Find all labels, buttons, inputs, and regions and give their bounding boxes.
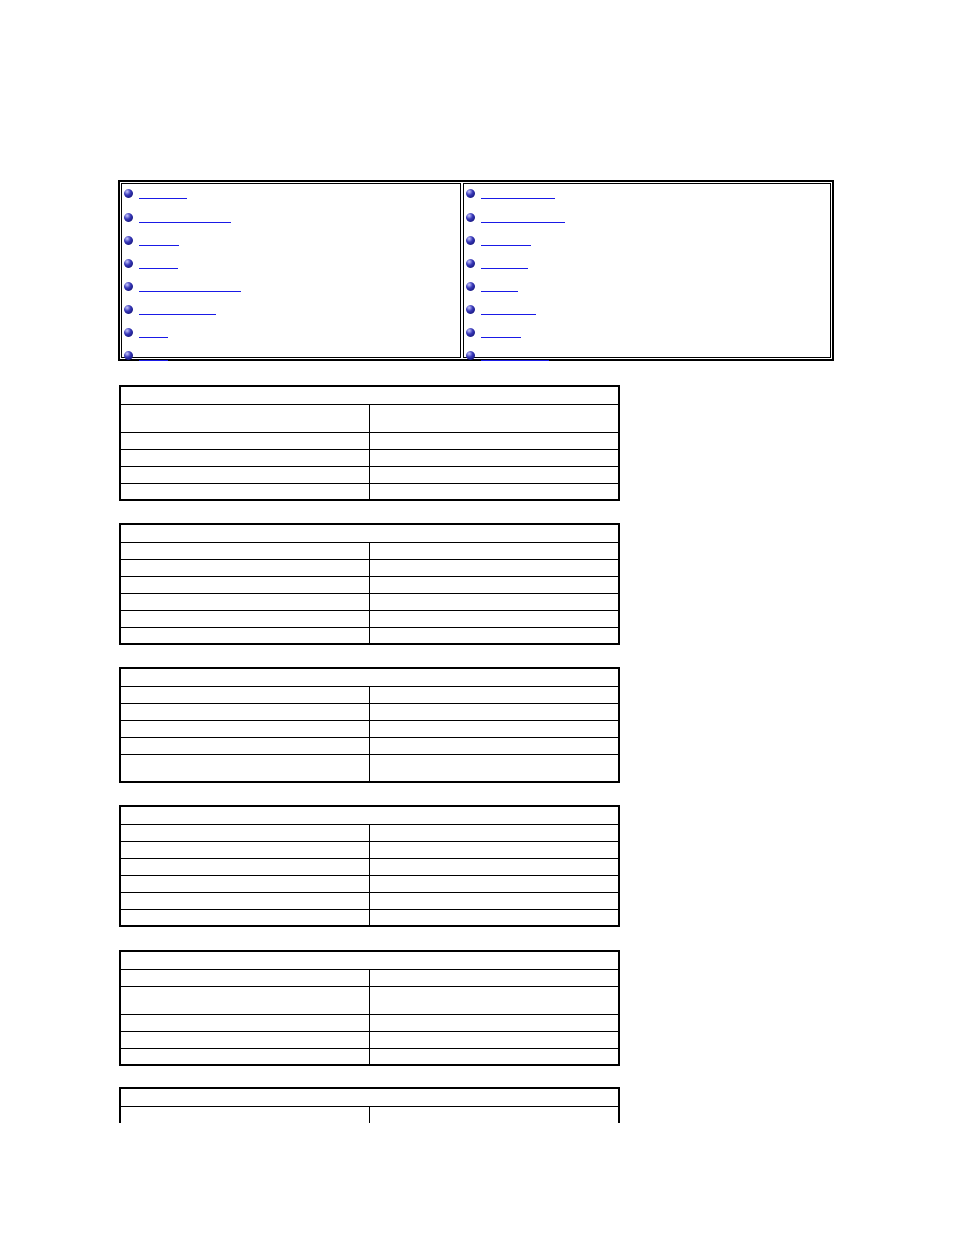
bullet-icon (124, 328, 133, 337)
table-title (120, 951, 619, 969)
table-row (120, 858, 619, 875)
nav-link[interactable] (481, 281, 518, 292)
bullet-icon (124, 282, 133, 291)
spec-label (120, 892, 370, 909)
spec-value (370, 986, 620, 1014)
table-title (120, 1088, 619, 1106)
bullet-icon (124, 236, 133, 245)
nav-item[interactable] (466, 255, 528, 271)
table-row (120, 483, 619, 500)
table-row (120, 542, 619, 559)
table-row (120, 1014, 619, 1031)
spec-label (120, 875, 370, 892)
spec-label (120, 593, 370, 610)
nav-link[interactable] (139, 235, 179, 246)
table-row (120, 909, 619, 926)
bullet-icon (124, 213, 133, 222)
spec-value (370, 483, 620, 500)
nav-item[interactable] (124, 232, 179, 248)
table-title (120, 386, 619, 404)
table-row (120, 559, 619, 576)
spec-value (370, 875, 620, 892)
nav-link[interactable] (139, 350, 168, 361)
bullet-icon (466, 305, 475, 314)
spec-value (370, 720, 620, 737)
spec-label (120, 754, 370, 782)
spec-table (119, 805, 620, 927)
table-row (120, 986, 619, 1014)
table-row (120, 1106, 619, 1123)
spec-value (370, 892, 620, 909)
nav-item[interactable] (124, 347, 168, 363)
spec-label (120, 576, 370, 593)
nav-link[interactable] (481, 235, 531, 246)
spec-value (370, 466, 620, 483)
spec-table (119, 385, 620, 501)
bullet-icon (466, 189, 475, 198)
spec-label (120, 703, 370, 720)
nav-link[interactable] (139, 212, 231, 223)
nav-link[interactable] (481, 258, 528, 269)
nav-column-right (463, 183, 831, 358)
bullet-icon (466, 213, 475, 222)
table-row (120, 404, 619, 432)
nav-item[interactable] (124, 209, 231, 225)
nav-link[interactable] (481, 327, 521, 338)
spec-label (120, 1014, 370, 1031)
spec-label (120, 1048, 370, 1065)
bullet-icon (124, 259, 133, 268)
spec-label (120, 542, 370, 559)
table-row (120, 703, 619, 720)
section-navigation (118, 180, 834, 361)
spec-label (120, 610, 370, 627)
table-title (120, 668, 619, 686)
table-row (120, 892, 619, 909)
spec-label (120, 404, 370, 432)
nav-item[interactable] (466, 278, 518, 294)
spec-value (370, 610, 620, 627)
bullet-icon (466, 328, 475, 337)
bullet-icon (124, 351, 133, 360)
spec-value (370, 404, 620, 432)
spec-value (370, 1106, 620, 1123)
table-row (120, 969, 619, 986)
spec-label (120, 841, 370, 858)
spec-value (370, 703, 620, 720)
spec-value (370, 909, 620, 926)
spec-value (370, 686, 620, 703)
table-title (120, 806, 619, 824)
spec-value (370, 858, 620, 875)
nav-item[interactable] (466, 185, 555, 201)
spec-table (119, 950, 620, 1066)
spec-label (120, 686, 370, 703)
spec-label (120, 858, 370, 875)
spec-label (120, 720, 370, 737)
table-row (120, 449, 619, 466)
spec-label (120, 909, 370, 926)
spec-value (370, 559, 620, 576)
table-row (120, 737, 619, 754)
spec-table (119, 667, 620, 783)
spec-label (120, 466, 370, 483)
table-row (120, 576, 619, 593)
spec-label (120, 1106, 370, 1123)
bullet-icon (466, 236, 475, 245)
nav-link[interactable] (481, 350, 549, 361)
nav-item[interactable] (466, 324, 521, 340)
nav-item[interactable] (124, 255, 178, 271)
spec-label (120, 986, 370, 1014)
nav-link[interactable] (139, 304, 216, 315)
table-row (120, 627, 619, 644)
spec-label (120, 1031, 370, 1048)
nav-item[interactable] (466, 232, 531, 248)
table-title (120, 524, 619, 542)
spec-label (120, 737, 370, 754)
spec-label (120, 559, 370, 576)
nav-link[interactable] (481, 212, 565, 223)
nav-link[interactable] (139, 327, 168, 338)
nav-item[interactable] (124, 324, 168, 340)
table-row (120, 610, 619, 627)
nav-link[interactable] (139, 258, 178, 269)
spec-table (119, 523, 620, 645)
nav-item[interactable] (466, 209, 565, 225)
bullet-icon (124, 305, 133, 314)
table-row (120, 593, 619, 610)
table-row (120, 754, 619, 782)
spec-value (370, 1031, 620, 1048)
spec-label (120, 432, 370, 449)
nav-item[interactable] (124, 278, 241, 294)
table-row (120, 1048, 619, 1065)
spec-value (370, 1014, 620, 1031)
table-row (120, 432, 619, 449)
spec-value (370, 969, 620, 986)
spec-value (370, 737, 620, 754)
spec-value (370, 754, 620, 782)
bullet-icon (466, 351, 475, 360)
spec-label (120, 969, 370, 986)
spec-value (370, 1048, 620, 1065)
nav-column-left (121, 183, 461, 358)
spec-label (120, 449, 370, 466)
table-row (120, 875, 619, 892)
spec-value (370, 576, 620, 593)
nav-link[interactable] (139, 188, 187, 199)
bullet-icon (466, 282, 475, 291)
nav-item[interactable] (466, 301, 536, 317)
spec-label (120, 824, 370, 841)
spec-value (370, 449, 620, 466)
spec-value (370, 542, 620, 559)
bullet-icon (466, 259, 475, 268)
spec-value (370, 432, 620, 449)
nav-link[interactable] (139, 281, 241, 292)
spec-value (370, 627, 620, 644)
nav-link[interactable] (481, 188, 555, 199)
spec-value (370, 593, 620, 610)
table-row (120, 466, 619, 483)
table-row (120, 841, 619, 858)
table-row (120, 1031, 619, 1048)
nav-item[interactable] (124, 301, 216, 317)
spec-label (120, 483, 370, 500)
nav-item[interactable] (466, 347, 549, 363)
spec-value (370, 824, 620, 841)
spec-label (120, 627, 370, 644)
spec-value (370, 841, 620, 858)
table-row (120, 686, 619, 703)
table-row (120, 824, 619, 841)
nav-link[interactable] (481, 304, 536, 315)
bullet-icon (124, 189, 133, 198)
spec-table (119, 1087, 620, 1123)
nav-item[interactable] (124, 185, 187, 201)
table-row (120, 720, 619, 737)
